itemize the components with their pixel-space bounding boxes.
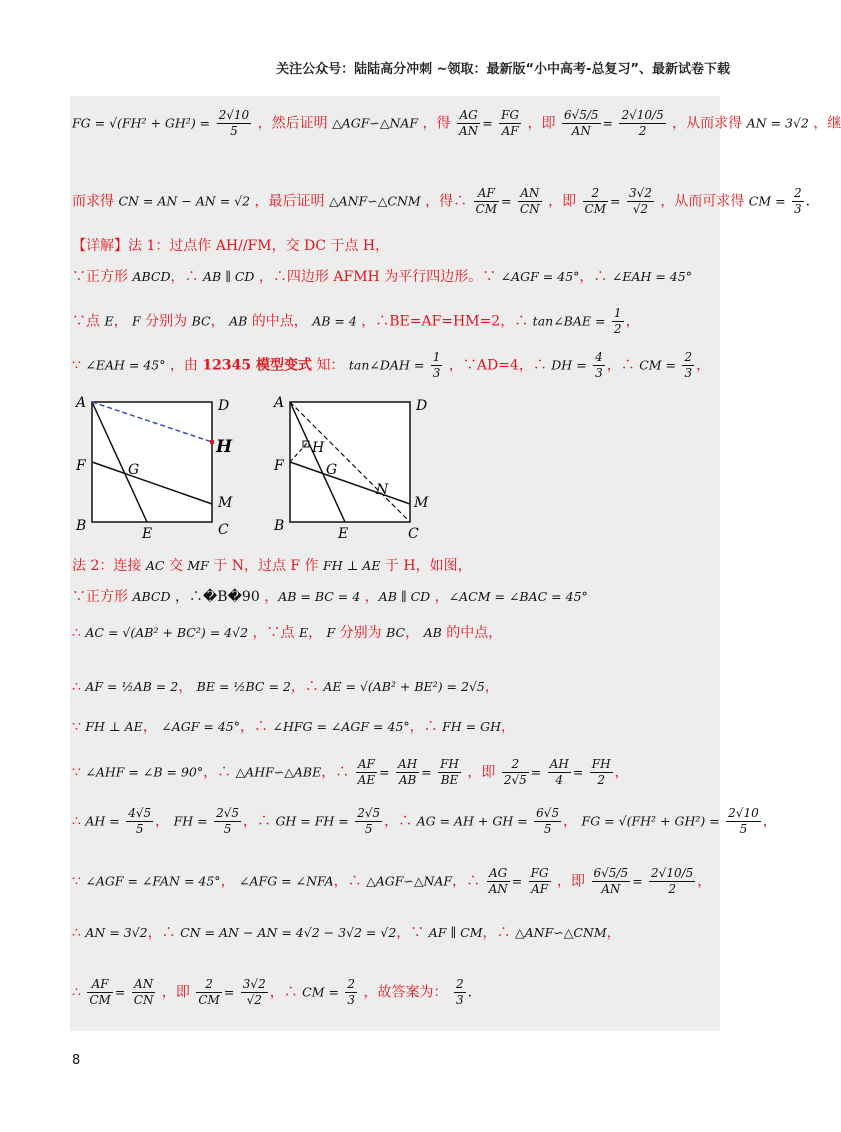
line-m2-4: ∵ FH ⊥ AE， ∠AGF = 45°，∴ ∠HFG = ∠AGF = 45°，∴ FH = GH， [72,719,516,735]
page-header: 关注公众号：陆陆高分冲刺 ~领取：最新版“小中高考-总复习”、最新试卷下载 [276,62,730,77]
svg-text:G: G [128,462,140,478]
detail-heading: 【详解】法 1：过点作 AH//FM，交 DC 于点 H， [72,238,390,254]
svg-text:C: C [218,522,229,538]
line-m2-8: ∴ AN = 3√2，∴ CN = AN − AN = 4√2 − 3√2 = √2，∵ AF ∥ CM，∴ △ANF∽△CNM， [72,925,621,941]
svg-text:D: D [218,398,230,414]
page-number: 8 [72,1053,81,1068]
svg-text:B: B [274,518,285,534]
method-2: 法 2：连接 AC 交 MF 于 N，过点 F 作 FH ⊥ AE 于 H，如图， [72,558,472,574]
svg-text:F: F [76,458,86,474]
svg-text:M: M [414,495,429,511]
line-m2-7: ∵ ∠AGF = ∠FAN = 45°， ∠AFG = ∠NFA，∴ △AGF∽△NAF，∴ $\frac{AG}{AN}$ = $\frac{FG}{AF}$ ，即 $\frac{6√5/5}{AN}$ = $\frac{2√10/5}{2}$ ， [72,866,712,896]
svg-text:D: D [416,398,428,414]
line-6: ∵ ∠EAH = 45° ，由 12345 模型变式 知： tan∠DAH = $\frac{1}{3}$ ，∵AD=4，∴ DH = $\frac{4}{3}$ ，∴ CM = $\frac{2}{3}$ ， [72,350,711,380]
svg-text:E: E [338,526,349,542]
svg-text:C: C [408,526,419,542]
svg-text:E: E [142,526,153,542]
svg-text:N: N [376,482,389,498]
label-A: A [76,395,87,411]
line-4: ∵正方形 ABCD，∴ AB ∥ CD ，∴四边形 AFMH 为平行四边形。∵ ∠AGF = 45°，∴ ∠EAH = 45° [72,269,692,285]
line-m2-6: ∴ AH = $\frac{4√5}{5}$ ， FH = $\frac{2√5}{5}$ ，∴ GH = FH = $\frac{2√5}{5}$ ，∴ AG = AH + GH = $\frac{6√5}{5}$ ， FG = √(FH² + GH²) = $\frac{2√10}{5}$ ， [72,806,777,836]
svg-text:H: H [312,440,325,456]
line-m2-5: ∵ ∠AHF = ∠B = 90°，∴ △AHF∽△ABE，∴ $\frac{AF}{AE}$ = $\frac{AH}{AB}$ = $\frac{FH}{BE}$ ，即 $\frac{2}{2√5}$ = $\frac{AH}{4}$ = $\frac{FH}{2}$ ， [72,757,629,787]
svg-text:G: G [326,462,338,478]
line-m2-1: ∵正方形 ABCD ，∴�B�90 ，AB = BC = 4 ，AB ∥ CD ，∠ACM = ∠BAC = 45° [72,589,588,605]
line-m2-3: ∴ AF = ½AB = 2， BE = ½BC = 2，∴ AE = √(AB² + BE²) = 2√5， [72,679,499,695]
line-1: FG = √(FH² + GH²) = $\frac{2√10}{5}$ ，然后证明 △AGF∽△NAF ，得 $\frac{AG}{AN}$ = $\frac{FG}{AF}$ ，即 $\frac{6√5/5}{AN}$ = $\frac{2√10/5}{2}$ ，从而求得 AN = 3√2 ，继 [72,108,841,138]
figure-2 [270,394,430,544]
line-m2-2: ∴ AC = √(AB² + BC²) = 4√2 ，∵点 E， F 分别为 BC， AB 的中点， [72,625,503,641]
figure-1 [72,394,242,544]
svg-text:M: M [218,495,233,511]
svg-text:B: B [76,518,87,534]
line-5: ∵点 E， F 分别为 BC， AB 的中点， AB = 4 ，∴BE=AF=HM=2，∴ tan∠BAE = $\frac{1}{2}$ ， [72,306,640,336]
line-2: 而求得 CN = AN − AN = √2 ，最后证明 △ANF∽△CNM ，得∴ $\frac{AF}{CM}$ = $\frac{AN}{CN}$ ，即 $\frac{2}{CM}$ = $\frac{3√2}{√2}$ ，从而可求得 CM = $\frac{2}{3}$ . [72,186,811,216]
svg-text:H: H [216,437,233,457]
line-m2-9: ∴ $\frac{AF}{CM}$ = $\frac{AN}{CN}$ ，即 $\frac{2}{CM}$ = $\frac{3√2}{√2}$ ，∴ CM = $\frac{2}{3}$ ，故答案为： $\frac{2}{3}$ . [72,977,473,1007]
svg-text:F: F [274,458,284,474]
svg-text:A: A [274,395,285,411]
